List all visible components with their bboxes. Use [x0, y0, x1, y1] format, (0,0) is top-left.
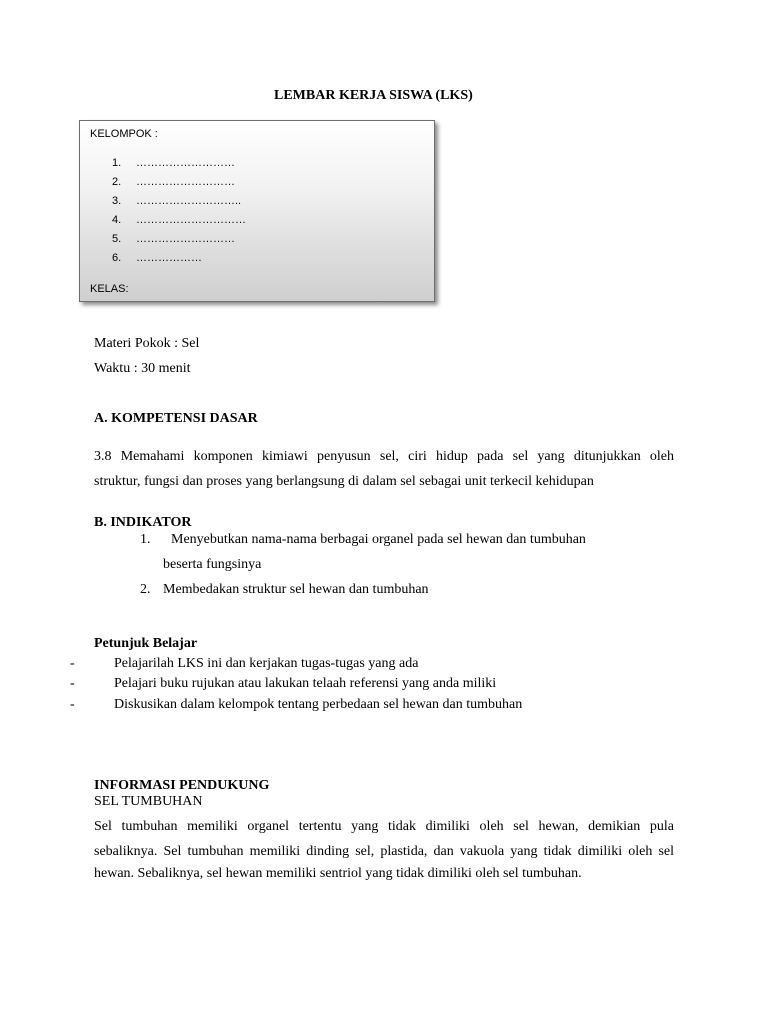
member-number: 2.: [112, 176, 122, 188]
indikator-item: Membedakan struktur sel hewan dan tumbuhan: [163, 582, 429, 597]
indikator-number: 1.: [140, 532, 151, 547]
kelas-label: KELAS:: [90, 283, 129, 295]
indikator-heading: B. INDIKATOR: [94, 515, 192, 530]
member-blank: …………………………: [136, 214, 246, 226]
member-blank: ………………: [136, 252, 202, 264]
kompetensi-text-line: 3.8 Memahami komponen kimiawi penyusun sel, ciri hidup pada sel yang ditunjukkan oleh: [94, 449, 674, 464]
petunjuk-item: Pelajarilah LKS ini dan kerjakan tugas-tugas yang ada: [114, 656, 419, 671]
bullet-dash: -: [70, 697, 75, 712]
materi-pokok: Materi Pokok : Sel: [94, 336, 200, 351]
member-number: 3.: [112, 195, 122, 207]
bullet-dash: -: [70, 656, 75, 671]
member-blank: ………………………: [136, 157, 235, 169]
member-number: 6.: [112, 252, 122, 264]
bullet-dash: -: [70, 676, 75, 691]
member-number: 5.: [112, 233, 122, 245]
informasi-heading: INFORMASI PENDUKUNG: [94, 778, 270, 793]
petunjuk-heading: Petunjuk Belajar: [94, 636, 198, 651]
kelompok-label: KELOMPOK :: [90, 128, 158, 140]
member-blank: ………………………..: [136, 195, 242, 207]
informasi-text-line: sebaliknya. Sel tumbuhan memiliki dinding sel, plastida, dan vakuola yang tidak dimiliki oleh sel: [94, 844, 674, 859]
group-info-box: [79, 120, 435, 302]
indikator-number: 2.: [140, 582, 151, 597]
petunjuk-item: Diskusikan dalam kelompok tentang perbedaan sel hewan dan tumbuhan: [114, 697, 523, 712]
waktu: Waktu : 30 menit: [94, 361, 191, 376]
informasi-text-line: hewan. Sebaliknya, sel hewan memiliki sentriol yang tidak dimiliki oleh sel tumbuhan.: [94, 866, 582, 881]
petunjuk-item: Pelajari buku rujukan atau lakukan telaah referensi yang anda miliki: [114, 676, 497, 691]
member-blank: ………………………: [136, 233, 235, 245]
page-title: LEMBAR KERJA SISWA (LKS): [274, 88, 473, 103]
informasi-subheading: SEL TUMBUHAN: [94, 794, 203, 809]
indikator-item: Menyebutkan nama-nama berbagai organel pada sel hewan dan tumbuhan: [171, 532, 586, 547]
member-blank: ………………………: [136, 176, 235, 188]
kompetensi-heading: A. KOMPETENSI DASAR: [94, 411, 258, 426]
indikator-item-continued: beserta fungsinya: [163, 557, 262, 572]
member-number: 1.: [112, 157, 122, 169]
kompetensi-text-line: struktur, fungsi dan proses yang berlangsung di dalam sel sebagai unit terkecil kehidupan: [94, 474, 594, 489]
informasi-text-line: Sel tumbuhan memiliki organel tertentu yang tidak dimiliki oleh sel hewan, demikian pula: [94, 819, 674, 834]
member-number: 4.: [112, 214, 122, 226]
